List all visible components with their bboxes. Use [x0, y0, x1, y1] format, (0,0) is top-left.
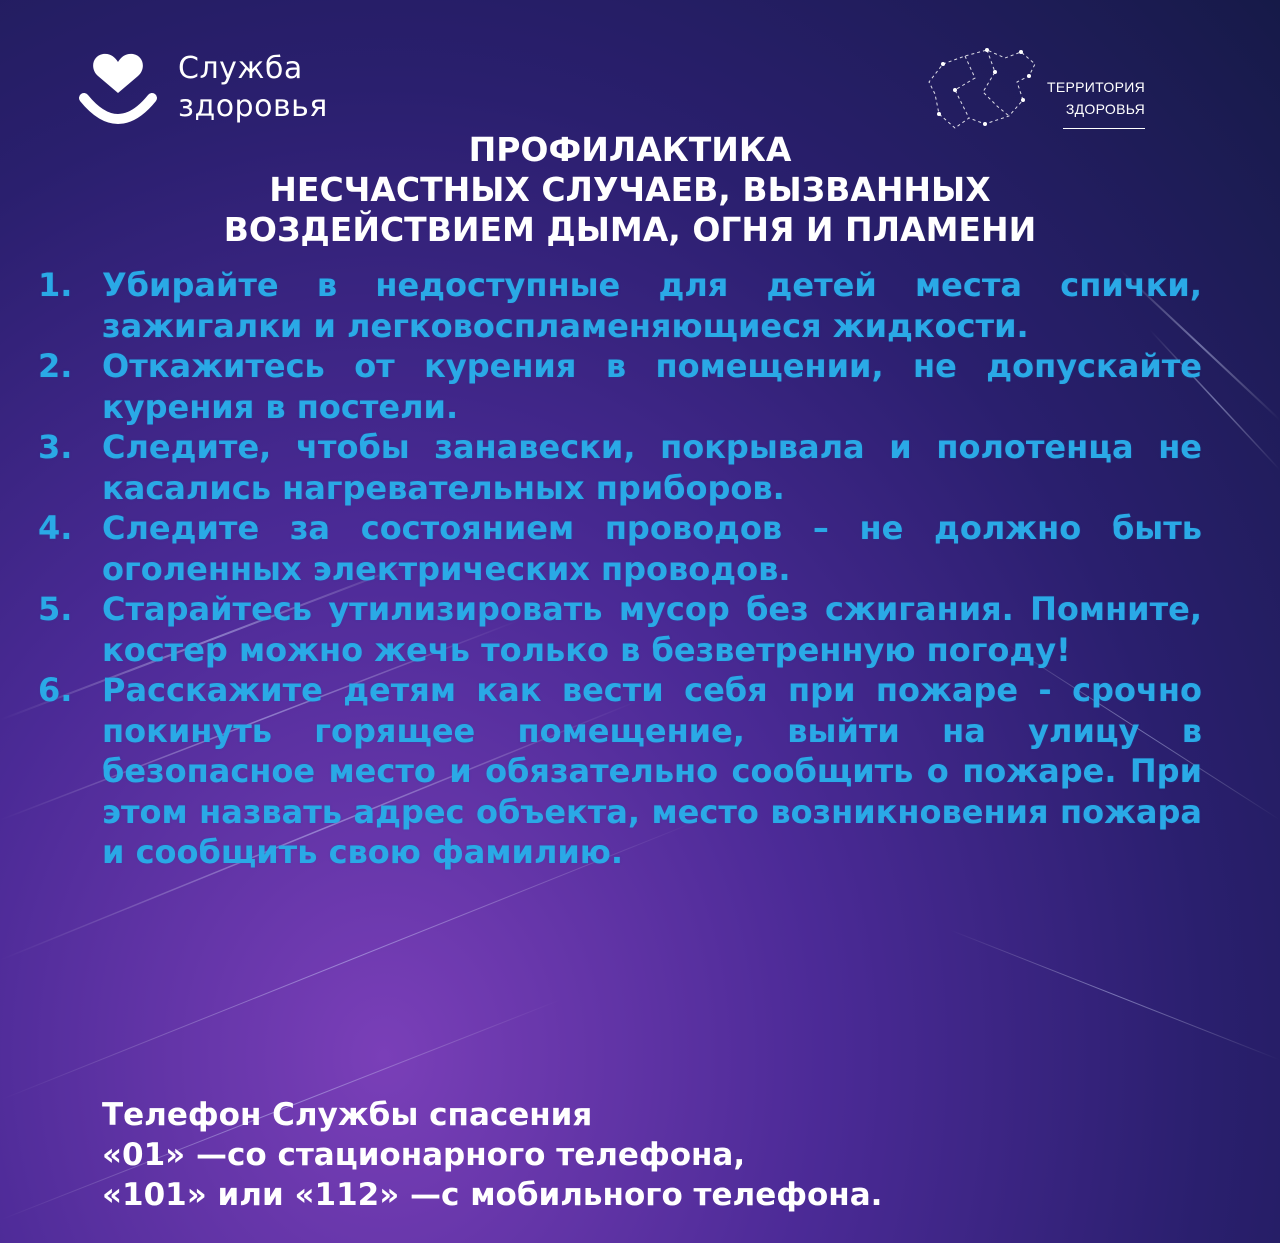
list-item	[38, 670, 1202, 873]
brand-name-line2: здоровья	[178, 89, 328, 124]
list-item-text: Следите, чтобы занавески, покрывала и полотенца не касались нагревательных приборов.	[102, 428, 1202, 507]
title-line3: ВОЗДЕЙСТВИЕМ ДЫМА, ОГНЯ И ПЛАМЕНИ	[223, 210, 1037, 249]
brand-right-line2: ЗДОРОВЬЯ	[1065, 101, 1145, 117]
title-line1: ПРОФИЛАКТИКА	[468, 130, 792, 169]
phones-mobile: «101» или «112» —с мобильного телефона.	[102, 1177, 883, 1213]
prevention-list	[38, 265, 1202, 873]
list-item	[38, 427, 1202, 508]
list-item-text: Убирайте в недоступные для детей места спички, зажигалки и легковоспламеняющиеся жидкости.	[102, 266, 1202, 345]
brand-right-underline	[1063, 128, 1145, 129]
list-item	[38, 589, 1202, 670]
brand-logo-left	[78, 48, 408, 128]
list-item-number: 6.	[38, 671, 73, 709]
list-item-text: Расскажите детям как вести себя при пожаре - срочно покинуть горящее помещение, выйти на улицу в безопасное место и обязательно сообщить о пожаре. При этом назвать адрес объекта, место возникновения пожара и сообщить свою фамилию.	[102, 671, 1202, 871]
list-item-number: 5.	[38, 590, 73, 628]
list-item-number: 1.	[38, 266, 73, 304]
phones-landline: «01» —со стационарного телефона,	[102, 1137, 746, 1173]
list-item	[38, 508, 1202, 589]
heart-smile-icon	[78, 48, 158, 128]
rescue-phones	[102, 1095, 882, 1215]
title-line2: НЕСЧАСТНЫХ СЛУЧАЕВ, ВЫЗВАННЫХ	[269, 170, 991, 209]
list-item-number: 2.	[38, 347, 73, 385]
brand-name-left	[178, 50, 328, 126]
list-item	[38, 265, 1202, 346]
list-item-text: Откажитесь от курения в помещении, не допускайте курения в постели.	[102, 347, 1202, 426]
list-item-number: 4.	[38, 509, 73, 547]
brand-right-line1: ТЕРРИТОРИЯ	[1047, 79, 1145, 95]
brand-logo-right	[925, 42, 1155, 137]
list-item-number: 3.	[38, 428, 73, 466]
brand-name-line1: Служба	[178, 51, 303, 86]
list-item	[38, 346, 1202, 427]
brand-name-right	[1035, 76, 1145, 120]
phones-heading: Телефон Службы спасения	[102, 1097, 593, 1133]
list-item-text: Следите за состоянием проводов – не должно быть оголенных электрических проводов.	[102, 509, 1202, 588]
page-title	[60, 130, 1200, 250]
list-item-text: Старайтесь утилизировать мусор без сжигания. Помните, костер можно жечь только в безветренную погоду!	[102, 590, 1202, 669]
